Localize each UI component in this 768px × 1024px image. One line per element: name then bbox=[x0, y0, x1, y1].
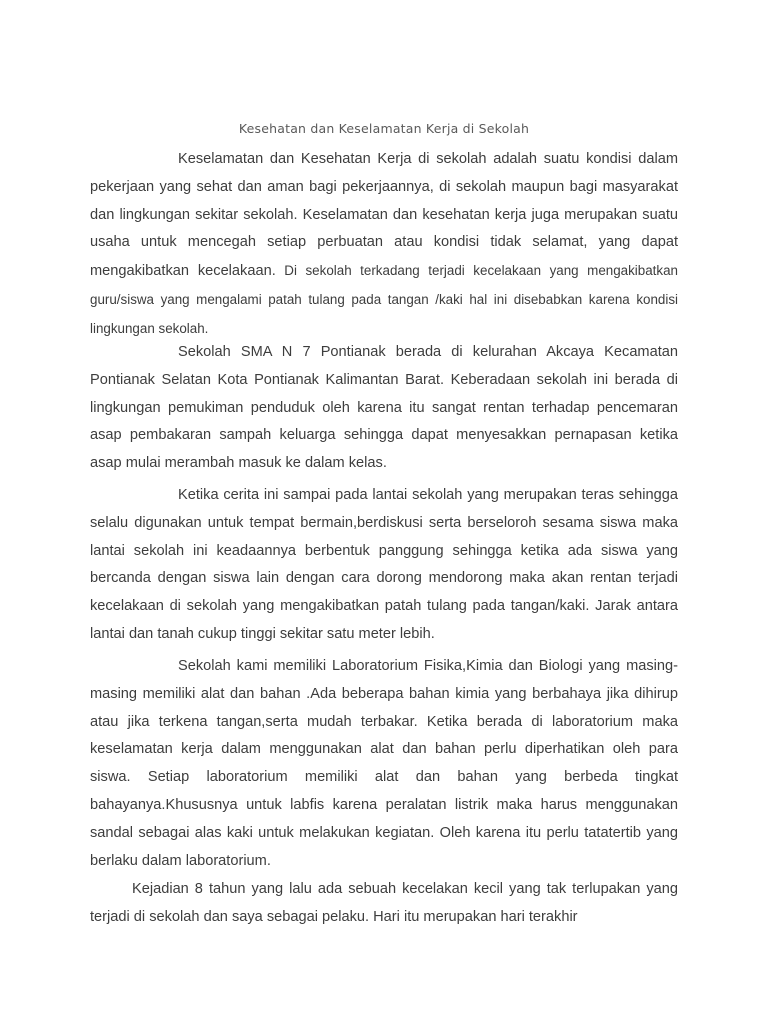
paragraph-1-tail: Di sekolah terkadang terjadi kecelakaan yang mengakibatkan guru/siswa yang mengalami patah tulang pada tangan /kaki hal ini disebabkan karena kondisi lingkungan sekolah. bbox=[90, 263, 678, 336]
document-title: Kesehatan dan Keselamatan Kerja di Sekolah bbox=[238, 121, 530, 136]
paragraph-1 bbox=[90, 146, 678, 344]
paragraph-5: Kejadian 8 tahun yang lalu ada sebuah kecelakan kecil yang tak terlupakan yang terjadi di sekolah dan saya sebagai pelaku. Hari itu merupakan hari terakhir bbox=[90, 881, 678, 925]
paragraph-1-main: Keselamatan dan Kesehatan Kerja di sekolah adalah suatu kondisi dalam pekerjaan yang sehat dan aman bagi pekerjaannya, di sekolah maupun bagi masyarakat dan lingkungan sekitar sekolah. Keselamatan dan kesehatan kerja juga merupakan suatu usaha untuk mencegah setiap perbuatan atau kondisi tidak selamat, yang dapat mengakibatkan kecelakaan. bbox=[90, 151, 678, 280]
paragraph-3: Ketika cerita ini sampai pada lantai sekolah yang merupakan teras sehingga selalu digunakan untuk tempat bermain,berdiskusi serta berseloroh sesama siswa maka lantai sekolah ini keadaannya berbentuk panggung sehingga ketika ada siswa yang bercanda dengan siswa lain dengan cara dorong mendorong maka akan rentan terjadi kecelakaan di sekolah yang mengakibatkan patah tulang pada tangan/kaki. Jarak antara lantai dan tanah cukup tinggi sekitar satu meter lebih. bbox=[90, 487, 678, 642]
paragraph-4: Sekolah kami memiliki Laboratorium Fisika,Kimia dan Biologi yang masing-masing memiliki alat dan bahan .Ada beberapa bahan kimia yang berbahaya jika dihirup atau jika terkena tangan,serta mudah terbakar. Ketika berada di laboratorium maka keselamatan kerja dalam menggunakan alat dan bahan perlu diperhatikan oleh para siswa. Setiap laboratorium memiliki alat dan bahan yang berbeda tingkat bahayanya.Khususnya untuk labfis karena peralatan listrik maka harus menggunakan sandal sebagai alas kaki untuk melakukan kegiatan. Oleh karena itu perlu tatatertib yang berlaku dalam laboratorium. bbox=[90, 658, 678, 869]
paragraph-2: Sekolah SMA N 7 Pontianak berada di kelurahan Akcaya Kecamatan Pontianak Selatan Kota Pontianak Kalimantan Barat. Keberadaan sekolah ini berada di lingkungan pemukiman penduduk oleh karena itu sangat rentan terhadap pencemaran asap pembakaran sampah keluarga sehingga dapat menyesakkan pernapasan ketika asap mulai merambah masuk ke dalam kelas. bbox=[90, 344, 678, 472]
